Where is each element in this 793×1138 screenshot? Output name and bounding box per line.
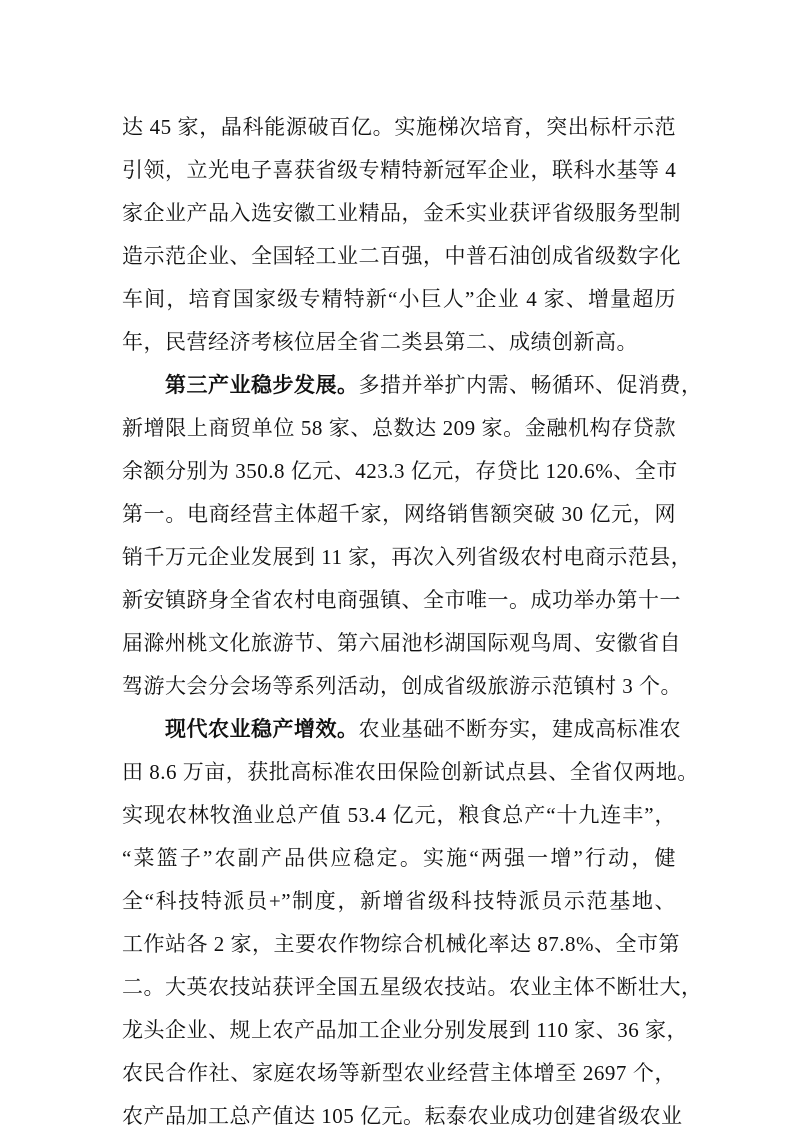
text-line [122, 665, 682, 708]
line-text: 家企业产品入选安徽工业精品，金禾实业获评省级服务型制 [122, 201, 681, 225]
text-line [122, 1009, 688, 1052]
text-line [122, 794, 676, 837]
text-line [122, 966, 703, 1009]
paragraph-heading: 现代农业稳产增效。 [165, 717, 359, 741]
text-line [122, 192, 681, 235]
text-line [122, 1052, 676, 1095]
line-text: 年，民营经济考核位居全省二类县第二、成绩创新高。 [122, 330, 638, 354]
document-body [122, 106, 703, 1138]
line-text: 全“科技特派员+”制度，新增省级科技特派员示范基地、 [122, 889, 676, 913]
text-line [122, 149, 676, 192]
line-text: 余额分别为 350.8 亿元、423.3 亿元，存贷比 120.6%、全市 [122, 459, 678, 483]
line-text: 届滁州桃文化旅游节、第六届池杉湖国际观鸟周、安徽省自 [122, 631, 681, 655]
line-text: 龙头企业、规上农产品加工企业分别发展到 110 家、36 家， [122, 1018, 688, 1042]
line-text: 新安镇跻身全省农村电商强镇、全市唯一。成功举办第十一 [122, 588, 681, 612]
text-line [122, 923, 680, 966]
text-line [122, 708, 681, 751]
line-text: 第一。电商经营主体超千家，网络销售额突破 30 亿元，网 [122, 502, 676, 526]
line-text: 驾游大会分会场等系列活动，创成省级旅游示范镇村 3 个。 [122, 674, 682, 698]
line-text: 达 45 家，晶科能源破百亿。实施梯次培育，突出标杆示范 [122, 115, 676, 139]
text-line [122, 106, 676, 149]
line-text: 农民合作社、家庭农场等新型农业经营主体增至 2697 个， [122, 1061, 676, 1085]
line-text: 车间，培育国家级专精特新“小巨人”企业 4 家、增量超历 [122, 287, 676, 311]
line-text: 实现农林牧渔业总产值 53.4 亿元，粮食总产“十九连丰”， [122, 803, 676, 827]
text-line [122, 751, 699, 794]
paragraph [122, 708, 703, 1138]
text-line [122, 364, 703, 407]
line-text: 农业基础不断夯实，建成高标准农 [358, 717, 681, 741]
line-text: 多措并举扩内需、畅循环、促消费， [358, 373, 703, 397]
paragraph-heading: 第三产业稳步发展。 [165, 373, 359, 397]
text-line [122, 407, 676, 450]
line-text: 工作站各 2 家，主要农作物综合机械化率达 87.8%、全市第 [122, 932, 680, 956]
text-line [122, 278, 676, 321]
line-text: “菜篮子”农副产品供应稳定。实施“两强一增”行动，健 [122, 846, 676, 870]
text-line [122, 579, 681, 622]
text-line [122, 235, 681, 278]
paragraph [122, 106, 681, 364]
line-text: 造示范企业、全国轻工业二百强，中普石油创成省级数字化 [122, 244, 681, 268]
line-text: 销千万元企业发展到 11 家，再次入列省级农村电商示范县， [122, 545, 693, 569]
text-line [122, 1095, 683, 1138]
text-line [122, 450, 676, 493]
line-text: 新增限上商贸单位 58 家、总数达 209 家。金融机构存贷款 [122, 416, 676, 440]
text-line [122, 880, 676, 923]
text-line [122, 321, 676, 364]
text-line [122, 493, 676, 536]
paragraph [122, 364, 703, 708]
line-text: 引领，立光电子喜获省级专精特新冠军企业，联科水基等 4 [122, 158, 677, 182]
line-text: 田 8.6 万亩，获批高标准农田保险创新试点县、全省仅两地。 [122, 760, 699, 784]
line-text: 二。大英农技站获评全国五星级农技站。农业主体不断壮大， [122, 975, 703, 999]
text-line [122, 622, 681, 665]
text-line [122, 536, 693, 579]
line-text: 农产品加工总产值达 105 亿元。耘泰农业成功创建省级农业 [122, 1104, 683, 1128]
text-line [122, 837, 676, 880]
